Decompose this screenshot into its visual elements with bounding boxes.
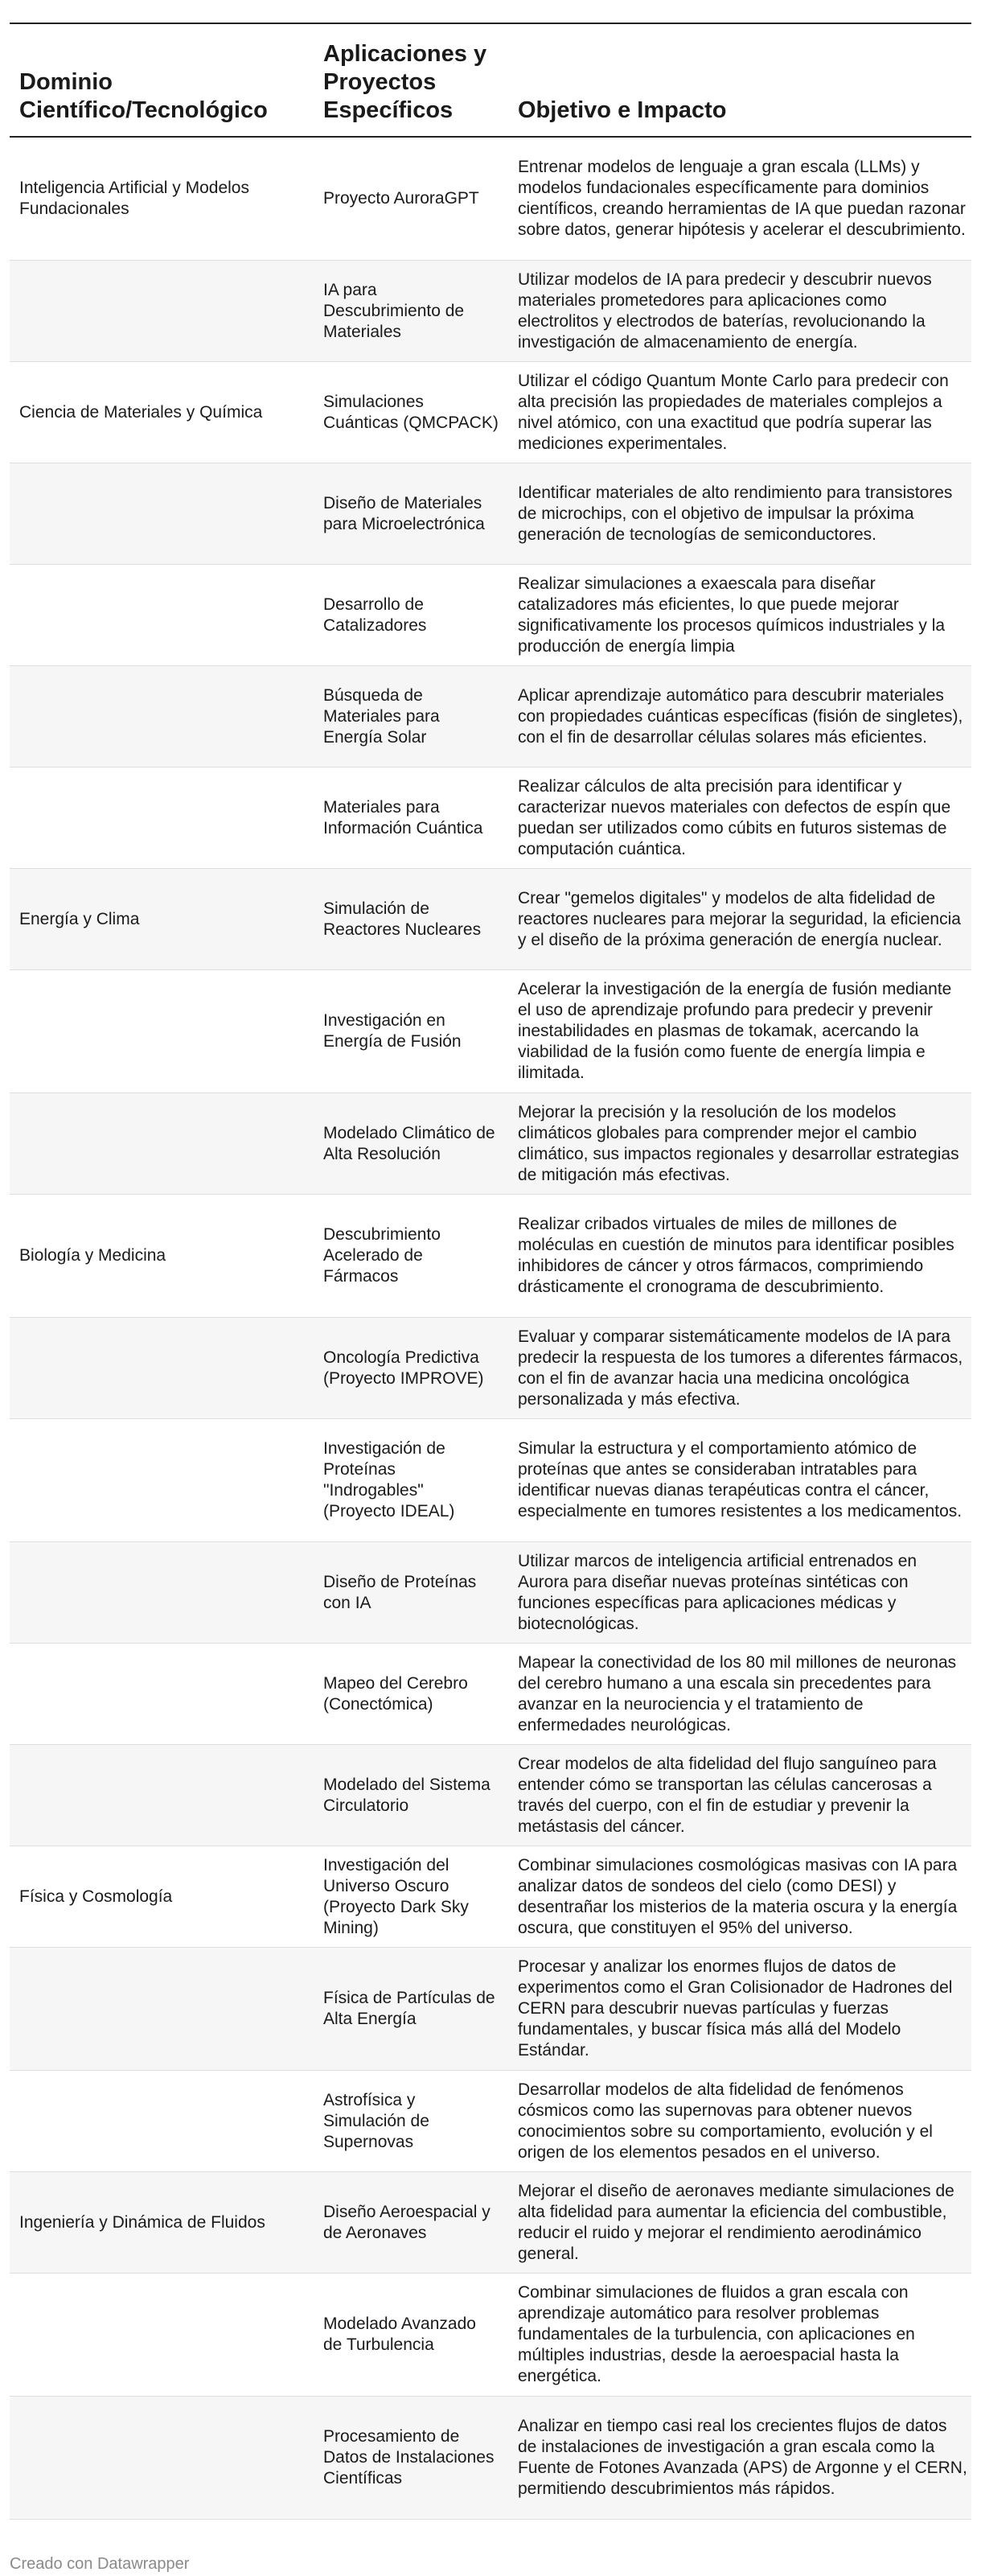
application-cell: Proyecto AuroraGPT: [323, 189, 479, 208]
domain-cell: [19, 1542, 305, 1643]
domain-cell: Ciencia de Materiales y Química: [19, 402, 263, 422]
application-cell: Modelado Climático de Alta Resolución: [323, 1123, 495, 1163]
table-row: [10, 1542, 971, 1644]
objective-cell: Utilizar marcos de inteligencia artificial entrenados en Aurora para diseñar nuevas proteínas sintéticas con funciones específicas para aplicaciones médicas y biotecnológicas.: [518, 1551, 917, 1633]
table-row: [10, 666, 971, 767]
domain-cell: [19, 463, 305, 564]
table-row: [10, 2071, 971, 2172]
application-cell: Búsqueda de Materiales para Energía Solar: [323, 685, 440, 747]
domain-cell: Ingeniería y Dinámica de Fluidos: [19, 2212, 265, 2232]
table-row: [10, 767, 971, 869]
domain-cell: [19, 666, 305, 767]
table-row: [10, 261, 971, 362]
objective-cell: Combinar simulaciones cosmológicas masivas con IA para analizar datos de sondeos del cielo (como DESI) y desentrañar los misterios de la materia oscura y la energía oscura, que constituyen el 95% del universo.: [518, 1855, 958, 1937]
objective-cell: Combinar simulaciones de fluidos a gran escala con aprendizaje automático para resolver problemas fundamentales de la turbulencia, con aplicaciones en múltiples industrias, desde la aeroespacial hasta la energética.: [518, 2283, 915, 2385]
objective-cell: Mapear la conectividad de los 80 mil millones de neuronas del cerebro humano a una escala sin precedentes para avanzar en la neurociencia y el tratamiento de enfermedades neurológicas.: [518, 1652, 957, 1734]
table-row: [10, 2172, 971, 2274]
objective-cell: Desarrollar modelos de alta fidelidad de fenómenos cósmicos como las supernovas para obtener nuevos conocimientos sobre su comportamiento, evolución y el origen de los elementos pesados en el universo.: [518, 2080, 933, 2162]
table-row: [10, 362, 971, 463]
domain-cell: [19, 1745, 305, 1846]
table-row: [10, 565, 971, 666]
application-cell: Modelado del Sistema Circulatorio: [323, 1775, 490, 1815]
domain-cell: [19, 1948, 305, 2070]
header-objective[interactable]: Objetivo e Impacto: [518, 97, 727, 123]
objective-cell: Identificar materiales de alto rendimiento para transistores de microchips, con el objetivo de impulsar la próxima generación de tecnologías de semiconductores.: [518, 483, 953, 544]
application-cell: Astrofísica y Simulación de Supernovas: [323, 2090, 429, 2151]
header-domain[interactable]: Dominio Científico/Tecnológico: [19, 69, 268, 123]
application-cell: Descubrimiento Acelerado de Fármacos: [323, 1225, 441, 1286]
header-application[interactable]: Aplicaciones y Proyectos Específicos: [323, 41, 487, 123]
domain-cell: [19, 767, 305, 868]
application-cell: Desarrollo de Catalizadores: [323, 595, 427, 635]
domain-cell: [19, 2071, 305, 2171]
table-row: [10, 1318, 971, 1419]
objective-cell: Crear modelos de alta fidelidad del flujo sanguíneo para entender cómo se transportan las células cancerosas a través del cuerpo, con el fin de estudiar y prevenir la metástasis del cáncer.: [518, 1754, 937, 1836]
table-row: [10, 1846, 971, 1948]
objective-cell: Mejorar el diseño de aeronaves mediante simulaciones de alta fidelidad para aumentar la eficiencia del combustible, reducir el ruido y mejorar el rendimiento aerodinámico general.: [518, 2181, 954, 2263]
domain-cell: Energía y Clima: [19, 909, 140, 928]
application-cell: Modelado Avanzado de Turbulencia: [323, 2315, 476, 2354]
domain-cell: [19, 1419, 305, 1541]
objective-cell: Simular la estructura y el comportamiento atómico de proteínas que antes se consideraban intratables para identificar nuevas dianas terapéuticas contra el cáncer, especialmente en tumores resistentes a los medicamentos.: [518, 1439, 963, 1520]
domain-cell: [19, 1318, 305, 1418]
application-cell: Física de Partículas de Alta Energía: [323, 1989, 495, 2028]
application-cell: Diseño de Proteínas con IA: [323, 1572, 477, 1612]
objective-cell: Utilizar el código Quantum Monte Carlo para predecir con alta precisión las propiedades de materiales complejos a nivel atómico, con una exactitud que podría superar las mediciones experimentales.: [518, 371, 949, 453]
objective-cell: Aplicar aprendizaje automático para descubrir materiales con propiedades cuánticas específicas (fisión de singletes), con el fin de desarrollar células solares más eficientes.: [518, 685, 963, 747]
objective-cell: Realizar cálculos de alta precisión para identificar y caracterizar nuevos materiales con defectos de espín que puedan ser utilizados como cúbits en futuros sistemas de computación cuántica.: [518, 776, 951, 858]
domain-cell: Física y Cosmología: [19, 1887, 173, 1906]
objective-cell: Mejorar la precisión y la resolución de los modelos climáticos globales para comprender mejor el cambio climático, sus impactos regionales y desarrollar estrategias de mitigación más efectivas.: [518, 1102, 959, 1184]
domain-cell: Inteligencia Artificial y Modelos Fundacionales: [19, 179, 249, 218]
table-row: [10, 1644, 971, 1745]
domain-cell: [19, 970, 305, 1093]
domain-cell: [19, 261, 305, 361]
table-row: [10, 138, 971, 261]
application-cell: IA para Descubrimiento de Materiales: [323, 280, 465, 341]
objective-cell: Analizar en tiempo casi real los crecientes flujos de datos de instalaciones de investigación a gran escala como la Fuente de Fotones Avanzada (APS) de Argonne y el CERN, permitiendo descubrimientos más rápidos.: [518, 2417, 967, 2498]
table-row: [10, 970, 971, 1093]
application-cell: Mapeo del Cerebro (Conectómica): [323, 1673, 468, 1714]
objective-cell: Acelerar la investigación de la energía de fusión mediante el uso de aprendizaje profundo para predecir y prevenir inestabilidades en plasmas de tokamak, acercando la viabilidad de la fusión como fuente de energía limpia e ilimitada.: [518, 980, 952, 1082]
objective-cell: Realizar simulaciones a exaescala para diseñar catalizadores más eficientes, lo que puede mejorar significativamente los procesos químicos industriales y la producción de energía limpia: [518, 574, 946, 656]
domain-cell: [19, 565, 305, 665]
application-cell: Investigación en Energía de Fusión: [323, 1011, 462, 1051]
application-cell: Simulaciones Cuánticas (QMCPACK): [323, 392, 499, 432]
table-row: [10, 463, 971, 565]
application-cell: Investigación del Universo Oscuro (Proyecto Dark Sky Mining): [323, 1855, 469, 1937]
table-header: [10, 24, 971, 138]
objective-cell: Utilizar modelos de IA para predecir y descubrir nuevos materiales prometedores para aplicaciones como electrolitos y electrodos de baterías, revolucionando la investigación de almacenamiento de energía.: [518, 270, 932, 352]
application-cell: Materiales para Información Cuántica: [323, 797, 483, 837]
domain-cell: Biología y Medicina: [19, 1246, 166, 1265]
domain-cell: [19, 2397, 305, 2519]
domain-cell: [19, 1644, 305, 1744]
objective-cell: Evaluar y comparar sistemáticamente modelos de IA para predecir la respuesta de los tumores a diferentes fármacos, con el fin de avanzar hacia una medicina oncológica personalizada y más efectiva.: [518, 1327, 963, 1409]
application-cell: Simulación de Reactores Nucleares: [323, 899, 482, 939]
table-body: [10, 138, 971, 2520]
table-row: [10, 1745, 971, 1846]
objective-cell: Crear "gemelos digitales" y modelos de alta fidelidad de reactores nucleares para mejorar la seguridad, la eficiencia y el diseño de la próxima generación de energía nuclear.: [518, 888, 961, 949]
table-row: [10, 1195, 971, 1318]
application-cell: Investigación de Proteínas "Indrogables" (Proyecto IDEAL): [323, 1439, 455, 1520]
objective-cell: Realizar cribados virtuales de miles de millones de moléculas en cuestión de minutos para identificar posibles inhibidores de cáncer y otros fármacos, comprimiendo drásticamente el cronograma de descubrimiento.: [518, 1215, 954, 1296]
application-cell: Diseño de Materiales para Microelectrónica: [323, 493, 485, 533]
application-cell: Oncología Predictiva (Proyecto IMPROVE): [323, 1348, 484, 1388]
table-row: [10, 869, 971, 970]
domain-cell: [19, 1093, 305, 1194]
table-row: [10, 2397, 971, 2520]
application-cell: Procesamiento de Datos de Instalaciones Científicas: [323, 2427, 495, 2488]
table-row: [10, 2274, 971, 2397]
credit-footer[interactable]: Creado con Datawrapper: [10, 2555, 190, 2573]
domain-cell: [19, 2274, 305, 2396]
objective-cell: Procesar y analizar los enormes flujos de datos de experimentos como el Gran Colisionador de Hadrones del CERN para descubrir nuevas partículas y fuerzas fundamentales, y buscar física más allá del Modelo Estándar.: [518, 1957, 953, 2060]
table-row: [10, 1419, 971, 1542]
application-cell: Diseño Aeroespacial y de Aeronaves: [323, 2202, 490, 2242]
table-row: [10, 1948, 971, 2071]
table-row: [10, 1093, 971, 1195]
objective-cell: Entrenar modelos de lenguaje a gran escala (LLMs) y modelos fundacionales específicamente para dominios científicos, creando herramientas de IA que puedan razonar sobre datos, generar hipótesis y acelerar el descubrimiento.: [518, 158, 966, 239]
